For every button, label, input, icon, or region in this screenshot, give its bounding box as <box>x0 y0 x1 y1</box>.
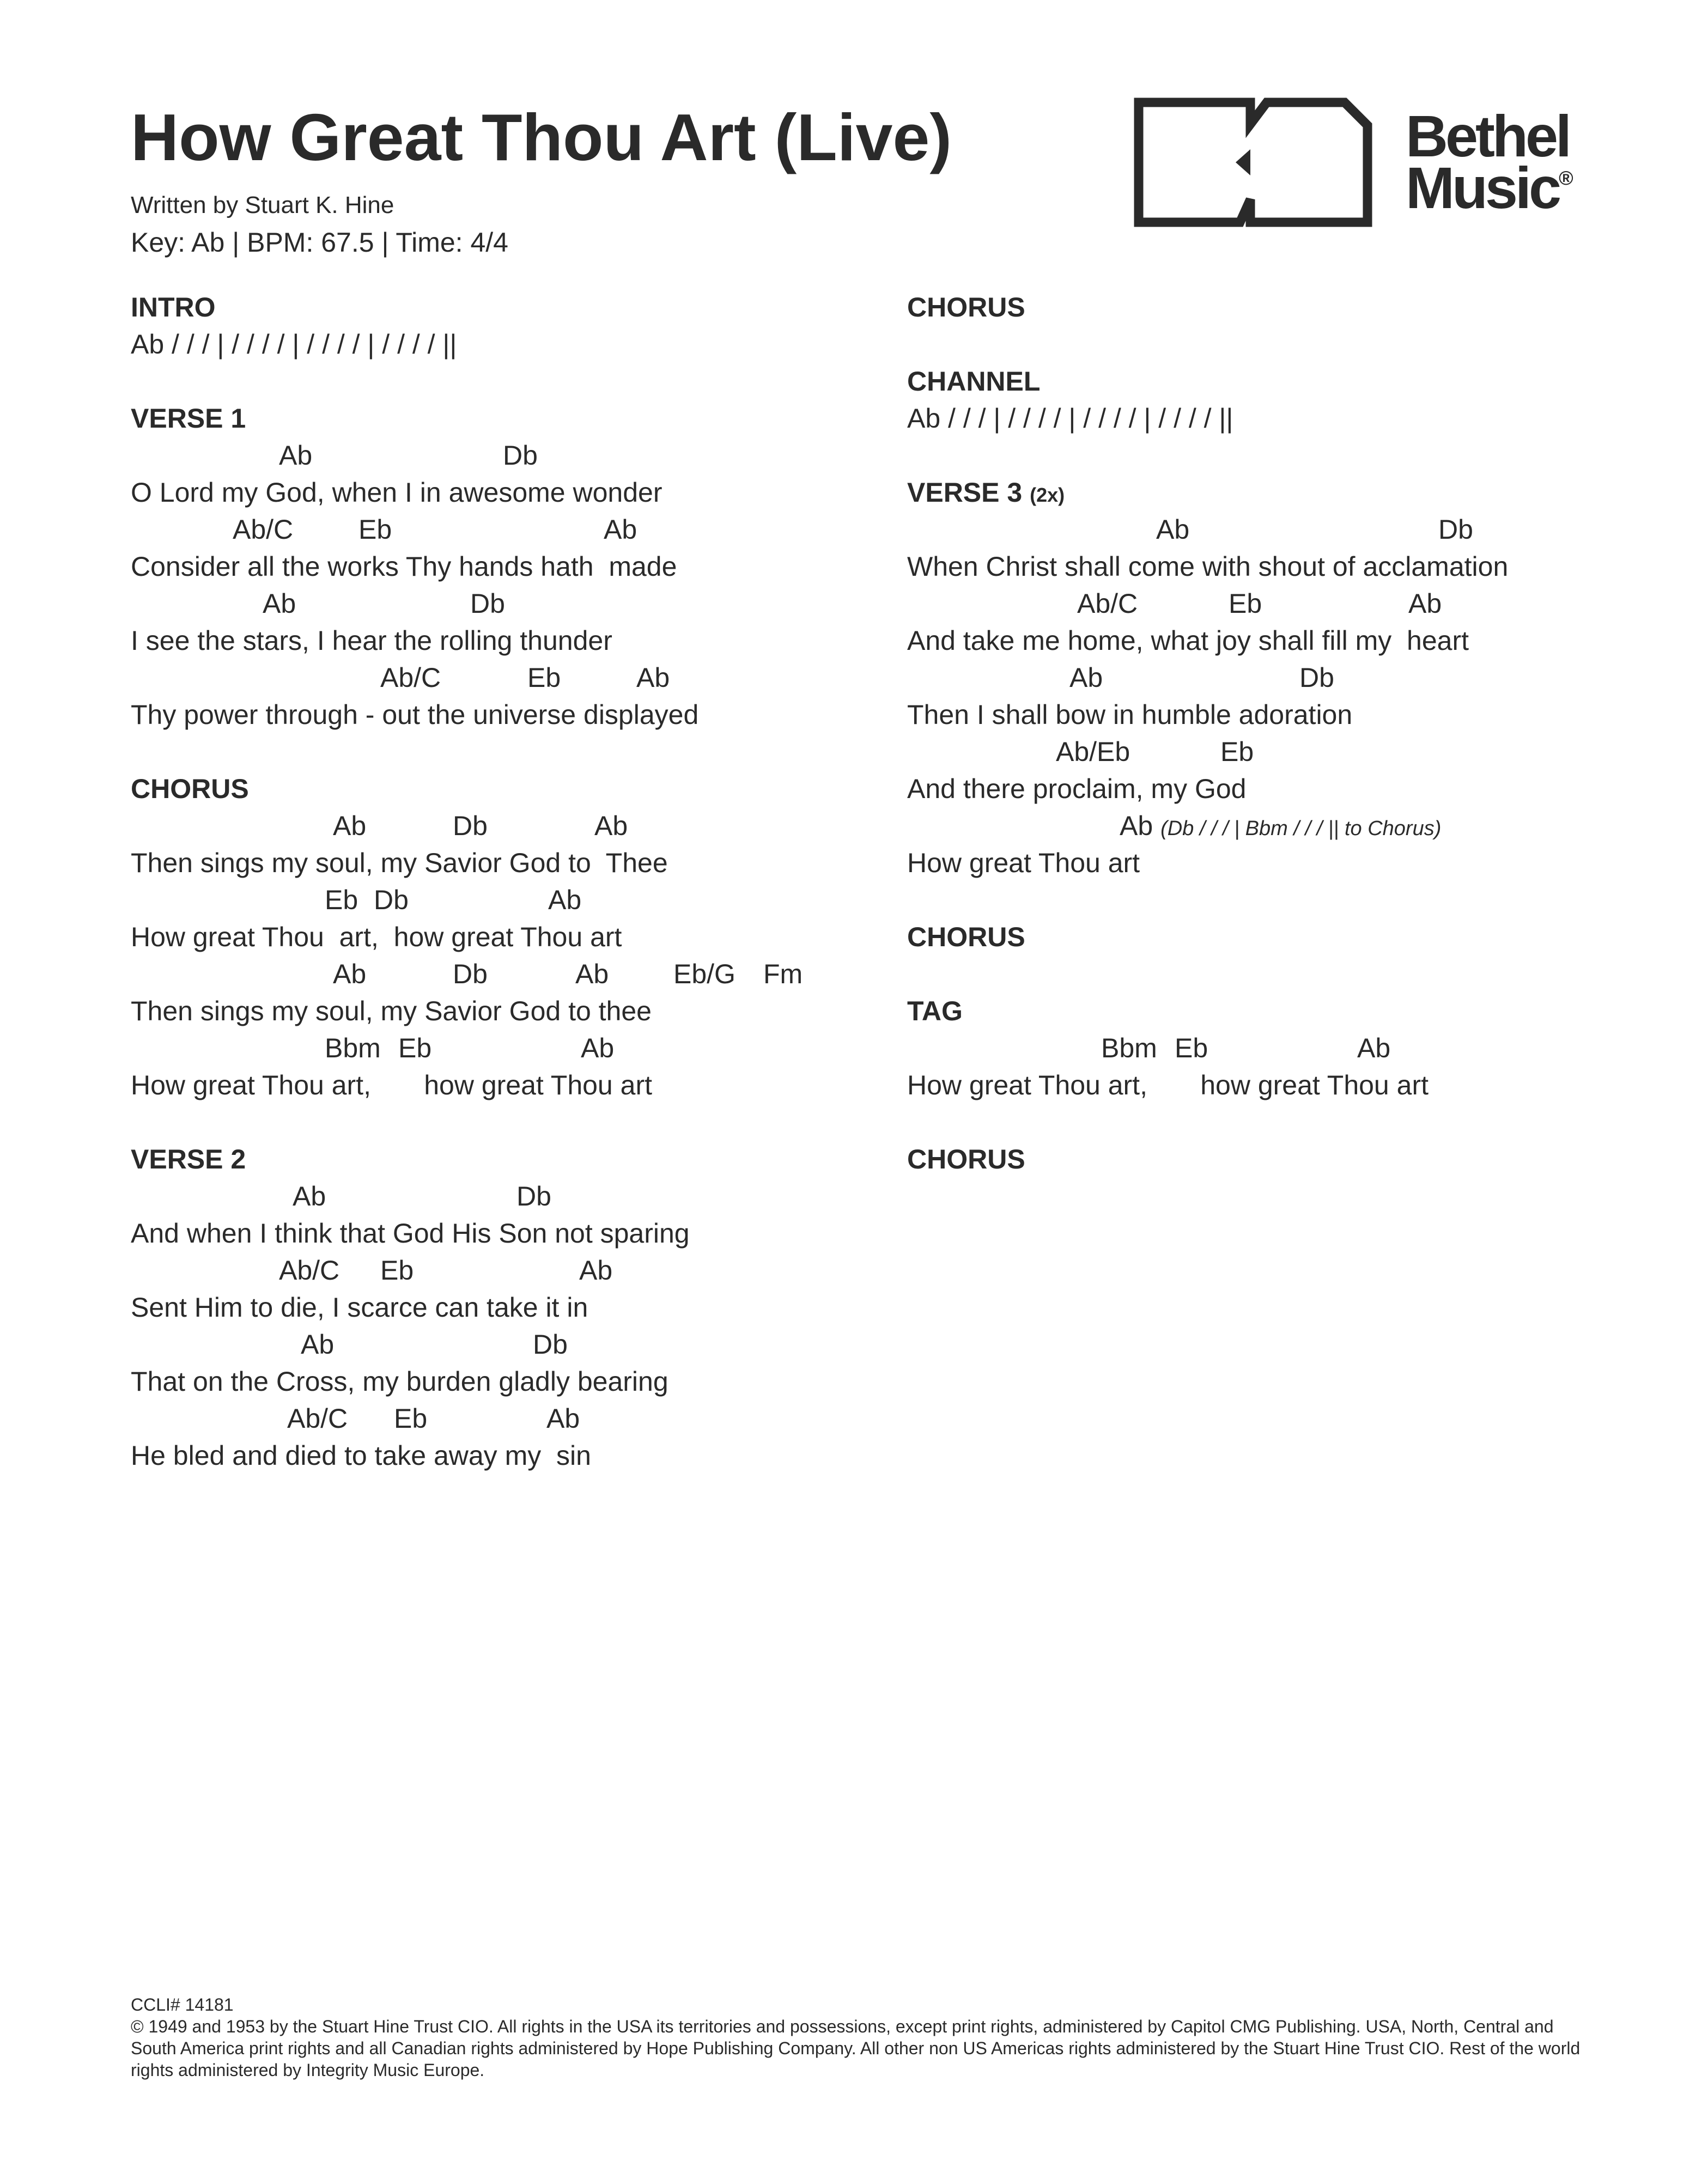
chord-line <box>131 1326 883 1363</box>
section-heading: VERSE 2 <box>131 1144 246 1174</box>
chord: Ab <box>546 1403 580 1434</box>
section-chorus-reference <box>907 289 1659 326</box>
copyright-text: © 1949 and 1953 by the Stuart Hine Trust CIO. All rights in the USA its territories and possessions, except print rights, administered by Capitol CMG Publishing. USA, North, Central and South America print rights and all Canadian rights administered by Hope Publishing Company. All other non US Americas rights administered by the Stuart Hine Trust CIO. Rest of the world rights administered by Integrity Music Europe. <box>131 2017 1581 2080</box>
chord-line <box>131 1252 883 1289</box>
chord-line <box>131 511 883 548</box>
section-heading: CHORUS <box>907 292 1025 322</box>
right-column <box>907 289 1659 1215</box>
chord: Ab <box>1156 514 1190 545</box>
section-tag <box>907 993 1659 1104</box>
chord: Eb <box>394 1403 428 1434</box>
chord: Ab <box>548 885 582 915</box>
chord: Ab <box>301 1329 335 1360</box>
lyric-line: How great Thou art, how great Thou art <box>907 1070 1429 1100</box>
chord-line <box>907 511 1659 548</box>
chord: Ab <box>263 588 296 619</box>
chord-progression: Ab / / / | / / / / | / / / / | / / / / || <box>907 403 1233 434</box>
lyric-line: Then sings my soul, my Savior God to Thee <box>131 848 668 878</box>
chord: Db <box>503 440 538 471</box>
chord: Bbm <box>325 1033 381 1063</box>
bethel-music-wordmark <box>1406 103 1573 221</box>
section-heading: CHORUS <box>907 1144 1025 1174</box>
chord: Db <box>533 1329 568 1360</box>
chord: Ab/C <box>287 1403 348 1434</box>
chord-line <box>131 881 883 918</box>
chord: Eb <box>380 1255 414 1286</box>
logo-word-music: Music <box>1406 155 1559 221</box>
section-verse-1 <box>131 400 883 733</box>
chord: Eb <box>358 514 392 545</box>
chord: Ab <box>333 811 367 841</box>
lyric-line: Thy power through - out the universe displayed <box>131 699 699 730</box>
chord-line <box>131 1030 883 1067</box>
section-intro <box>131 289 883 363</box>
chord: Eb <box>325 885 358 915</box>
section-heading: CHANNEL <box>907 366 1041 397</box>
chord: Ab <box>604 514 637 545</box>
chord: Ab/Eb <box>1056 737 1130 767</box>
section-heading: CHORUS <box>131 774 249 804</box>
chord-line <box>907 659 1659 696</box>
chord: Ab <box>594 811 628 841</box>
chord: Bbm <box>1101 1033 1157 1063</box>
chord-line <box>131 437 883 474</box>
lyric-line: How great Thou art, how great Thou art <box>131 922 622 952</box>
chord: Ab <box>579 1255 613 1286</box>
chord <box>1120 807 1441 847</box>
chord: Eb <box>527 662 561 693</box>
chord: Ab <box>1069 662 1103 693</box>
chord: Ab/C <box>279 1255 340 1286</box>
chord-line <box>907 807 1659 844</box>
chord: Ab <box>1357 1033 1391 1063</box>
section-heading: VERSE 1 <box>131 403 246 434</box>
section-heading <box>907 474 1659 511</box>
chord: Db <box>374 885 409 915</box>
chord-note: (Db / / / | Bbm / / / || to Chorus) <box>1160 817 1442 840</box>
song-writer: Written by Stuart K. Hine <box>131 192 394 218</box>
lyric-line: Sent Him to die, I scarce can take it in <box>131 1292 588 1323</box>
chord-progression: Ab / / / | / / / / | / / / / | / / / / || <box>131 329 457 360</box>
section-verse-2 <box>131 1141 883 1474</box>
bethel-music-logo <box>1133 97 1596 228</box>
lyric-line: Then I shall bow in humble adoration <box>907 699 1353 730</box>
chord: Ab <box>333 959 367 989</box>
lyric-line: O Lord my God, when I in awesome wonder <box>131 477 662 508</box>
lyric-line: He bled and died to take away my sin <box>131 1440 591 1471</box>
lyric-line: Consider all the works Thy hands hath made <box>131 551 677 582</box>
logo-word-bethel: Bethel <box>1406 103 1570 169</box>
lyric-line: When Christ shall come with shout of acclamation <box>907 551 1509 582</box>
chord-name: Ab <box>1120 811 1153 841</box>
song-key-bpm-time: Key: Ab | BPM: 67.5 | Time: 4/4 <box>131 227 508 258</box>
chord-line <box>131 807 883 844</box>
section-heading: TAG <box>907 996 963 1026</box>
chord: Ab/C <box>380 662 441 693</box>
chord: Ab <box>581 1033 615 1063</box>
repeat-note: (2x) <box>1030 484 1065 506</box>
chord-line <box>131 1178 883 1215</box>
chord: Db <box>1438 514 1473 545</box>
section-heading: CHORUS <box>907 922 1025 952</box>
chord: Ab <box>293 1181 326 1212</box>
chord: Eb <box>1229 588 1262 619</box>
chord: Eb <box>1220 737 1254 767</box>
chord-line <box>131 1400 883 1437</box>
section-channel <box>907 363 1659 437</box>
chord-line <box>131 585 883 622</box>
lyric-line: And there proclaim, my God <box>907 774 1247 804</box>
ccli-number: CCLI# 14181 <box>131 1995 234 2014</box>
chord: Eb <box>398 1033 432 1063</box>
chord-line <box>131 955 883 993</box>
chord-line <box>907 1030 1659 1067</box>
lyric-line: Then sings my soul, my Savior God to thee <box>131 996 652 1026</box>
lyric-line: That on the Cross, my burden gladly bearing <box>131 1366 668 1397</box>
lyric-line: And take me home, what joy shall fill my heart <box>907 625 1469 656</box>
section-chorus <box>131 770 883 1104</box>
chord: Eb/G <box>673 959 736 989</box>
registered-mark: ® <box>1559 167 1573 190</box>
bethel-music-logo-icon <box>1133 97 1373 228</box>
section-heading-text: VERSE 3 <box>907 477 1023 508</box>
chord: Db <box>1299 662 1334 693</box>
chord-line <box>907 733 1659 770</box>
lyric-line: I see the stars, I hear the rolling thunder <box>131 625 612 656</box>
chord: Db <box>453 811 488 841</box>
section-chorus-reference <box>907 1141 1659 1178</box>
song-title: How Great Thou Art (Live) <box>131 100 952 174</box>
chord-line <box>131 659 883 696</box>
section-heading: INTRO <box>131 292 216 322</box>
chord: Ab <box>636 662 670 693</box>
chord: Ab <box>279 440 313 471</box>
chord: Ab/C <box>1077 588 1138 619</box>
section-verse-3 <box>907 474 1659 881</box>
chord: Db <box>470 588 505 619</box>
section-chorus-reference <box>907 918 1659 955</box>
chord: Db <box>516 1181 551 1212</box>
chord: Db <box>453 959 488 989</box>
chord: Ab <box>575 959 609 989</box>
chord-line <box>907 585 1659 622</box>
left-column <box>131 289 883 1511</box>
chord: Ab/C <box>233 514 294 545</box>
chord: Fm <box>763 959 803 989</box>
lyric-line: And when I think that God His Son not sparing <box>131 1218 690 1249</box>
copyright-footer <box>131 1994 1591 2081</box>
lyric-line: How great Thou art, how great Thou art <box>131 1070 652 1100</box>
chord: Ab <box>1408 588 1442 619</box>
chord: Eb <box>1175 1033 1208 1063</box>
lyric-line: How great Thou art <box>907 848 1140 878</box>
